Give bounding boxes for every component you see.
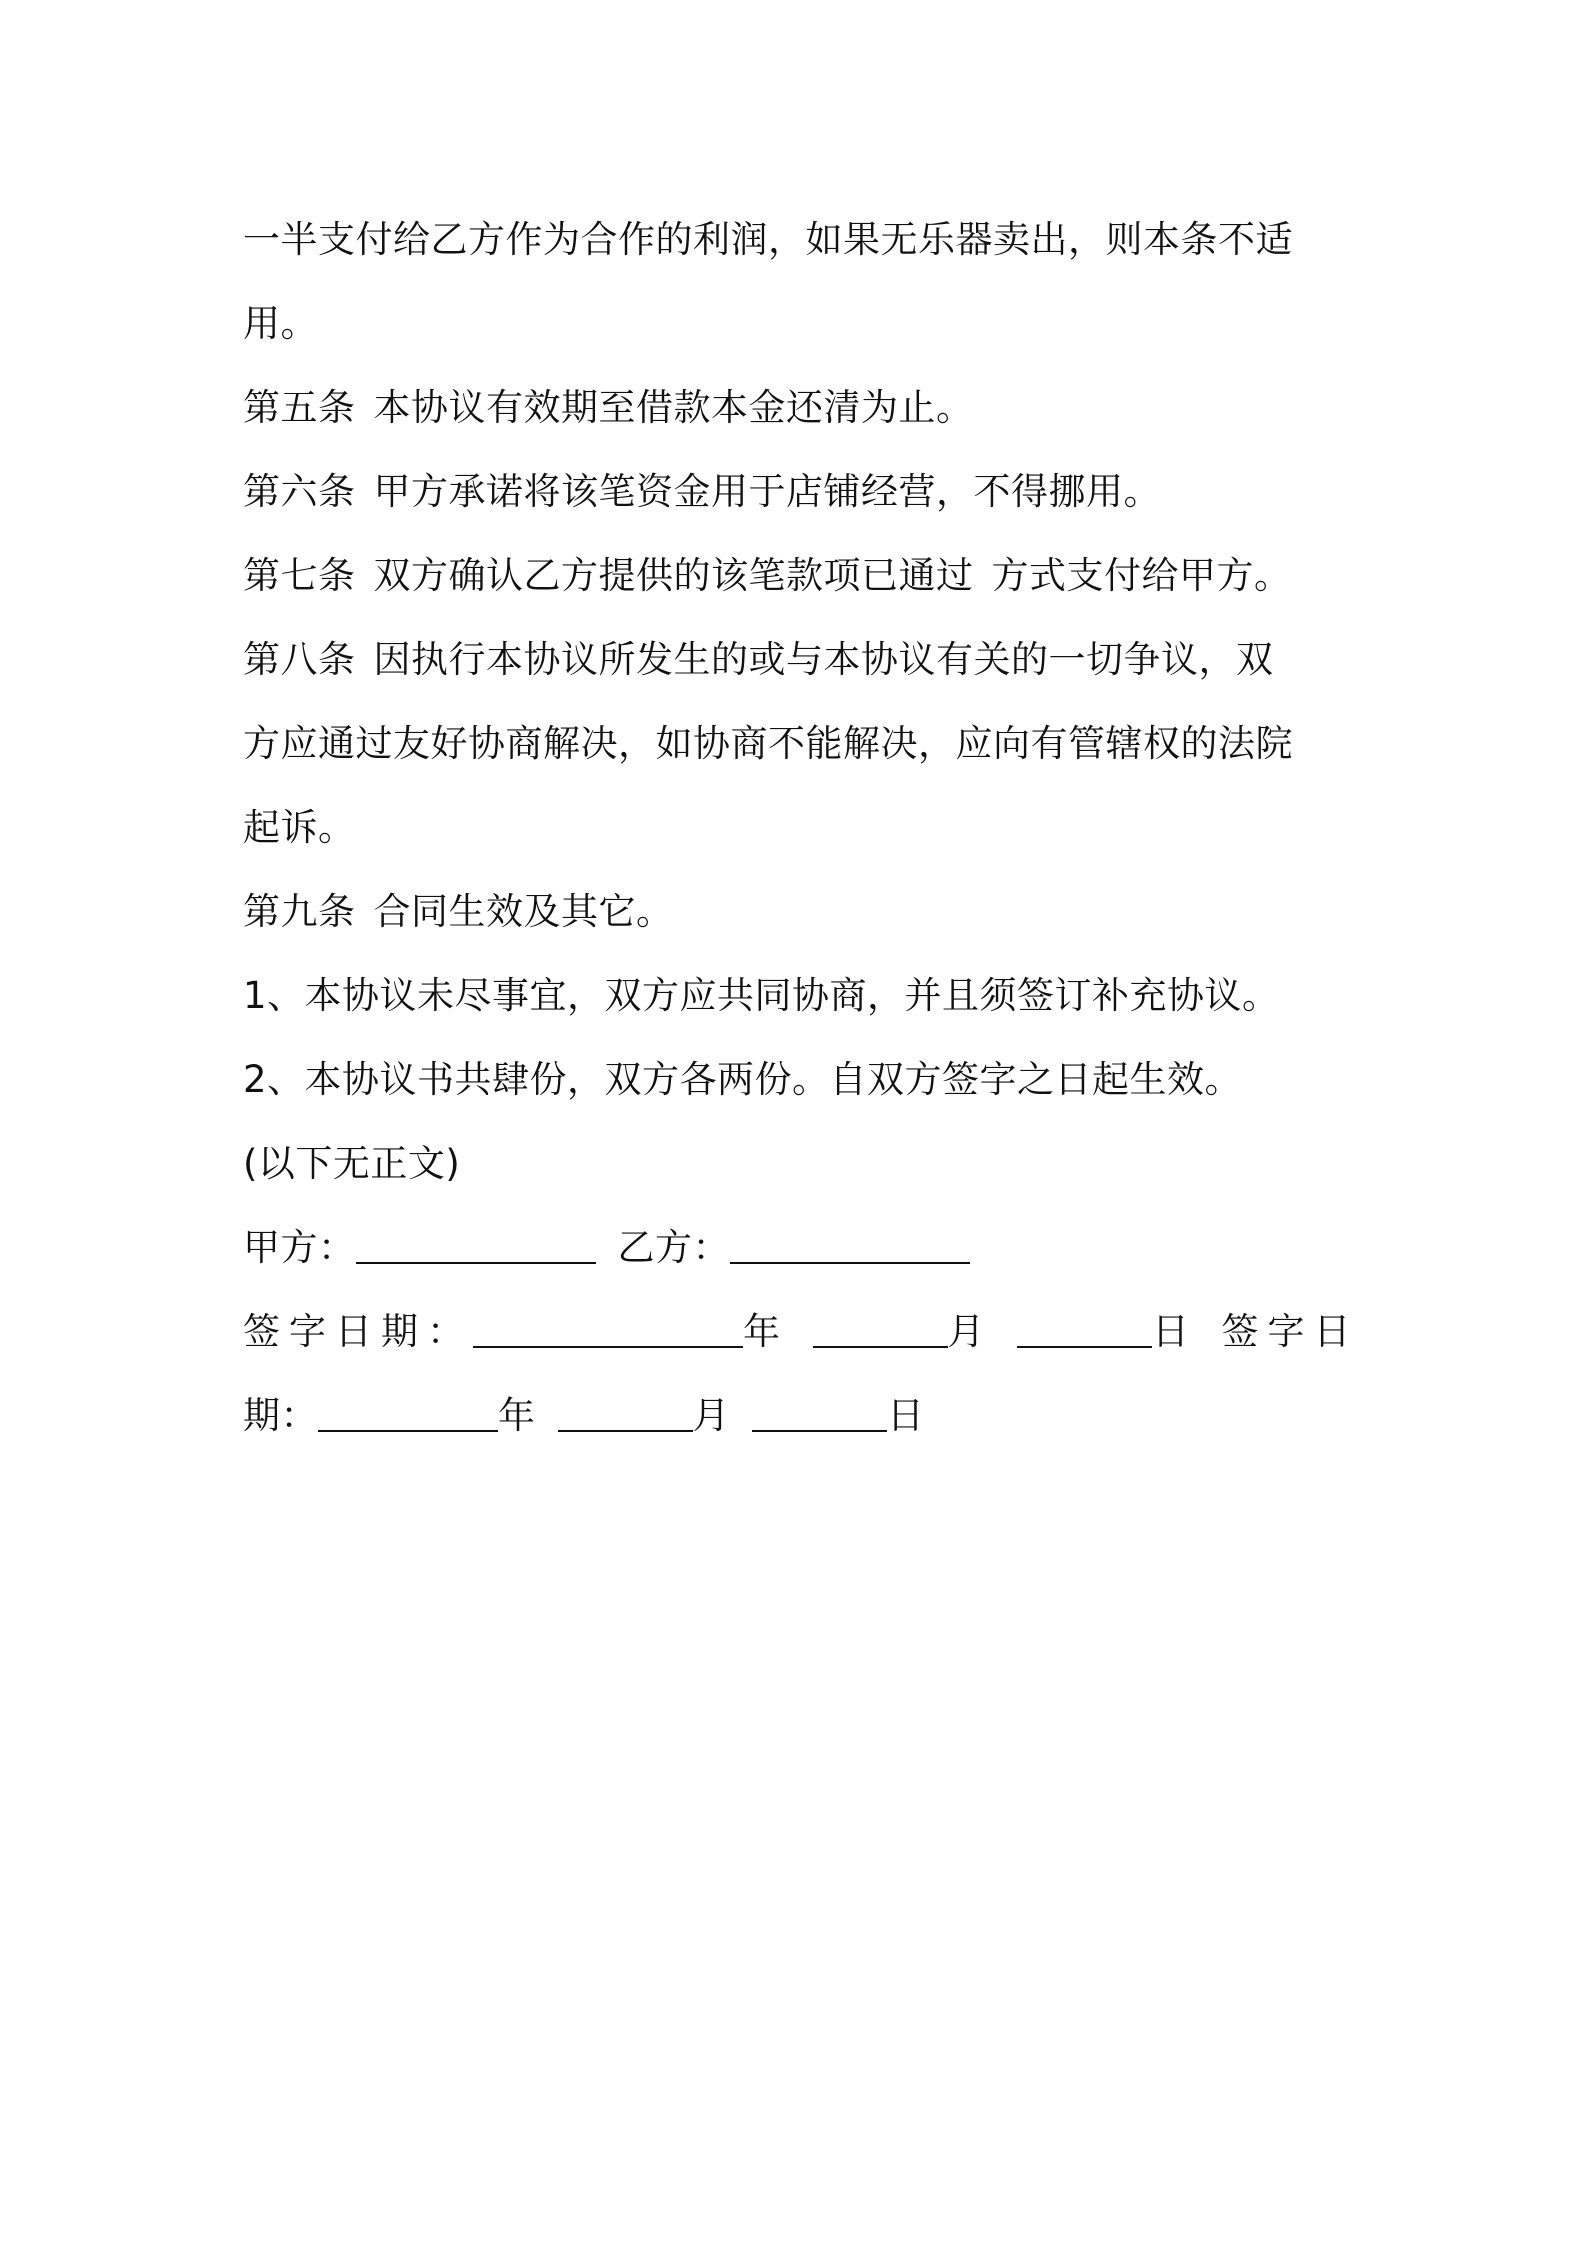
contract-body — [243, 198, 1363, 1458]
note-text: (以下无正文) — [243, 1142, 461, 1185]
article-label: 第八条 — [243, 638, 356, 681]
article-7 — [243, 534, 1363, 618]
article-label: 第七条 — [243, 554, 356, 597]
date-label-2-cont: 期： — [243, 1394, 318, 1437]
day-label-2: 日 — [887, 1394, 925, 1437]
day-label: 日 — [1152, 1310, 1190, 1353]
text-line: 方应通过友好协商解决，如协商不能解决，应向有管辖权的法院 — [243, 722, 1293, 765]
article-text: 合同生效及其它。 — [373, 890, 674, 933]
party-signature-line — [243, 1206, 1363, 1290]
list-item-text: 2、本协议书共肆份，双方各两份。自双方签字之日起生效。 — [243, 1058, 1243, 1101]
paragraph-line — [243, 702, 1363, 786]
article-8 — [243, 618, 1363, 702]
article-label: 第六条 — [243, 470, 356, 513]
party-a-label: 甲方： — [243, 1226, 356, 1269]
party-b-label: 乙方： — [617, 1226, 730, 1269]
paragraph-line — [243, 786, 1363, 870]
article-text: 方式支付给甲方。 — [991, 554, 1292, 597]
article-6 — [243, 450, 1363, 534]
text-line: 一半支付给乙方作为合作的利润，如果无乐器卖出，则本条不适 — [243, 218, 1293, 261]
month-blank[interactable] — [813, 1316, 948, 1348]
article-5 — [243, 366, 1363, 450]
month-label-2: 月 — [692, 1394, 730, 1437]
day-blank-2[interactable] — [752, 1400, 887, 1432]
year-blank[interactable] — [473, 1316, 743, 1348]
text-line: 用。 — [243, 302, 318, 345]
article-9 — [243, 870, 1363, 954]
date-label: 签字日期： — [243, 1310, 473, 1353]
article-text: 双方确认乙方提供的该笔款项已通过 — [373, 554, 974, 597]
article-text: 甲方承诺将该笔资金用于店铺经营，不得挪用。 — [373, 470, 1161, 513]
year-label: 年 — [743, 1310, 781, 1353]
list-item — [243, 954, 1363, 1038]
list-item-text: 1、本协议未尽事宜，双方应共同协商，并且须签订补充协议。 — [243, 974, 1280, 1017]
article-text: 因执行本协议所发生的或与本协议有关的一切争议，双 — [373, 638, 1274, 681]
date-signature-line — [243, 1290, 1363, 1374]
article-label: 第九条 — [243, 890, 356, 933]
party-a-blank[interactable] — [356, 1232, 596, 1264]
year-blank-2[interactable] — [318, 1400, 498, 1432]
no-text-note — [243, 1122, 1363, 1206]
month-blank-2[interactable] — [558, 1400, 693, 1432]
paragraph-line — [243, 198, 1363, 282]
party-b-blank[interactable] — [730, 1232, 970, 1264]
text-line: 起诉。 — [243, 806, 356, 849]
month-label: 月 — [947, 1310, 985, 1353]
date-label-2: 签字日 — [1221, 1310, 1360, 1353]
paragraph-line — [243, 282, 1363, 366]
year-label-2: 年 — [498, 1394, 536, 1437]
day-blank[interactable] — [1017, 1316, 1152, 1348]
list-item — [243, 1038, 1363, 1122]
article-text: 本协议有效期至借款本金还清为止。 — [373, 386, 974, 429]
date-signature-line-2 — [243, 1374, 1363, 1458]
article-label: 第五条 — [243, 386, 356, 429]
